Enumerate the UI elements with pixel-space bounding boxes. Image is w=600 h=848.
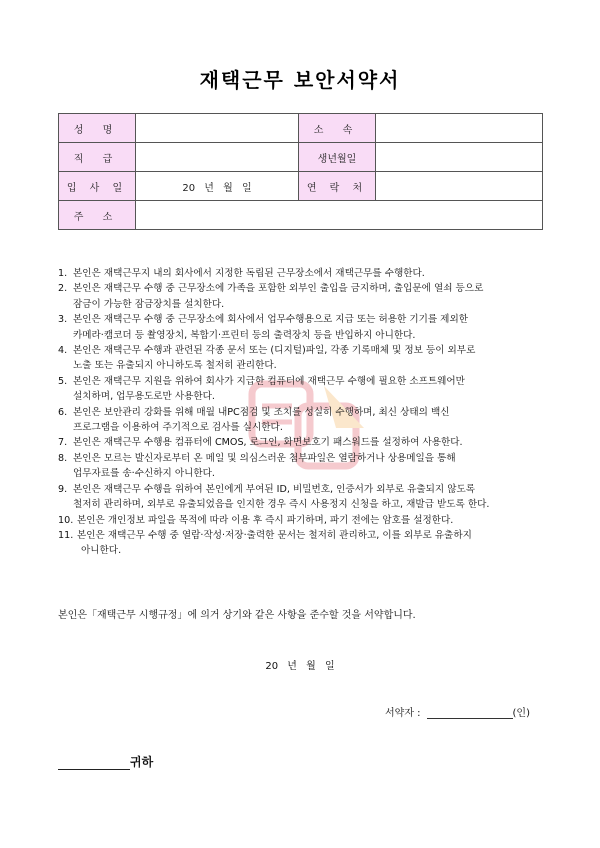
rule-number: 5. bbox=[58, 375, 68, 387]
rule-line bbox=[58, 281, 548, 296]
rule-line bbox=[58, 343, 548, 358]
pledge-statement: 본인은「재택근무 시행규정」에 의거 상기와 같은 사항을 준수할 것을 서약합니다. bbox=[58, 610, 416, 621]
rule-number bbox=[58, 543, 77, 558]
rule-line bbox=[58, 528, 548, 543]
affiliation-label: 소 속 bbox=[299, 114, 376, 143]
table-row bbox=[59, 201, 543, 230]
name-field[interactable] bbox=[136, 114, 299, 143]
birthdate-label: 생년월일 bbox=[299, 143, 376, 172]
rule-text: 본인은 재택근무 수행용 컴퓨터에 CMOS, 로그인, 화면보호기 패스워드를 설정하여 사용한다. bbox=[73, 437, 463, 449]
rule-line bbox=[58, 297, 548, 312]
rule-text: 본인은 재택근무지 내의 회사에서 지정한 독립된 근무장소에서 재택근무를 수행한다. bbox=[73, 268, 425, 279]
seal-mark: (인) bbox=[512, 708, 530, 719]
rule-number bbox=[58, 328, 73, 343]
rule-line bbox=[58, 466, 548, 481]
rule-number: 7. bbox=[58, 437, 68, 449]
rule-text: 프로그램을 이용하여 주기적으로 검사를 실시한다. bbox=[73, 422, 283, 434]
signature-blank[interactable] bbox=[427, 708, 513, 719]
rule-line bbox=[58, 451, 548, 466]
table-row bbox=[59, 114, 543, 143]
rule-number: 4. bbox=[58, 345, 68, 357]
rule-line bbox=[58, 543, 548, 558]
rule-number: 9. bbox=[58, 483, 68, 495]
rule-number: 3. bbox=[58, 314, 68, 326]
rule-line bbox=[58, 513, 548, 528]
contact-field[interactable] bbox=[376, 172, 543, 201]
signer-line bbox=[385, 704, 530, 719]
rule-text: 본인은 재택근무 수행을 위하여 본인에게 부여된 ID, 비밀번호, 인증서가 외부로 유출되지 않도록 bbox=[73, 483, 476, 495]
join-date-field[interactable] bbox=[136, 172, 299, 201]
address-field[interactable] bbox=[136, 201, 543, 230]
rule-number bbox=[58, 297, 73, 312]
rule-line bbox=[58, 266, 548, 281]
rule-line bbox=[58, 328, 548, 343]
rule-line bbox=[58, 420, 548, 435]
recipient-line bbox=[58, 753, 153, 770]
rule-number: 11. bbox=[58, 529, 74, 541]
rule-number: 6. bbox=[58, 406, 68, 418]
rule-text: 본인은 재택근무 지원을 위하여 회사가 지급한 컴퓨터에 재택근무 수행에 필요한 소프트웨어만 bbox=[73, 375, 465, 387]
rule-text: 본인은 재택근무 수행과 관련된 각종 문서 또는 (디지털)파일, 각종 기록매체 및 정보 등이 외부로 bbox=[73, 345, 476, 357]
table-row bbox=[59, 143, 543, 172]
rule-number bbox=[58, 389, 73, 404]
table-row bbox=[59, 172, 543, 201]
rule-line bbox=[58, 405, 548, 420]
recipient-suffix: 귀하 bbox=[130, 755, 154, 769]
rule-text: 본인은 개인정보 파일을 목적에 따라 이용 후 즉시 파기하며, 파기 전에는 암호를 설정한다. bbox=[77, 514, 454, 526]
contact-label: 연 락 처 bbox=[299, 172, 376, 201]
rule-line bbox=[58, 389, 548, 404]
recipient-blank[interactable] bbox=[58, 757, 130, 770]
rule-text: 아니한다. bbox=[81, 545, 122, 557]
rule-number: 1. bbox=[58, 268, 68, 279]
name-label: 성 명 bbox=[59, 114, 136, 143]
rule-line bbox=[58, 374, 548, 389]
position-field[interactable] bbox=[136, 143, 299, 172]
rule-number bbox=[58, 358, 73, 373]
rule-line bbox=[58, 497, 548, 512]
rule-text: 카메라·캠코더 등 촬영장치, 복합기·프린터 등의 출력장치 등을 반입하지 아니한다. bbox=[73, 329, 416, 341]
rule-text: 본인은 모르는 발신자로부터 온 메일 및 의심스러운 첨부파일은 열람하거나 상용메일을 통해 bbox=[73, 452, 456, 464]
address-label: 주 소 bbox=[59, 201, 136, 230]
rule-number: 10. bbox=[58, 514, 74, 526]
rule-text: 설치하며, 업무용도로만 사용한다. bbox=[73, 391, 215, 403]
birthdate-field[interactable] bbox=[376, 143, 543, 172]
rule-number: 8. bbox=[58, 452, 68, 464]
rule-text: 노출 또는 유출되지 아니하도록 철저히 관리한다. bbox=[73, 360, 277, 372]
document-title: 재택근무 보안서약서 bbox=[199, 68, 401, 92]
rule-text: 본인은 보안관리 강화를 위해 매월 내PC점검 및 조치를 성실히 수행하며, 최신 상태의 백신 bbox=[73, 406, 450, 418]
rule-text: 본인은 재택근무 수행 중 근무장소에 회사에서 업무수행용으로 지급 또는 허용한 기기를 제외한 bbox=[73, 314, 468, 326]
rule-text: 본인은 재택근무 수행 중 근무장소에 가족을 포함한 외부인 출입을 금지하며, 출입문에 열쇠 등으로 bbox=[73, 283, 484, 295]
rule-line bbox=[58, 312, 548, 327]
rule-number bbox=[58, 466, 73, 481]
rule-text: 업무자료를 송·수신하지 아니한다. bbox=[73, 468, 215, 480]
rule-line bbox=[58, 435, 548, 450]
personal-info-table bbox=[58, 113, 543, 230]
signer-label: 서약자 : bbox=[385, 708, 421, 719]
rule-line bbox=[58, 358, 548, 373]
rule-text: 잠금이 가능한 잠금장치를 설치한다. bbox=[73, 298, 225, 310]
rule-number bbox=[58, 420, 73, 435]
pledge-date: 20 년 월 일 bbox=[265, 661, 335, 672]
rule-number bbox=[58, 497, 73, 512]
rule-text: 철저히 관리하며, 외부로 유출되었음을 인지한 경우 즉시 사용정지 신청을 하고, 재발급 받도록 한다. bbox=[73, 499, 490, 511]
join-date-value: 20 년 월 일 bbox=[182, 182, 252, 194]
affiliation-field[interactable] bbox=[376, 114, 543, 143]
rule-line bbox=[58, 482, 548, 497]
rule-number: 2. bbox=[58, 283, 68, 295]
rule-text: 본인은 재택근무 수행 중 열람·작성·저장·출력한 문서는 철저히 관리하고, 이를 외부로 유출하지 bbox=[77, 529, 472, 541]
pledge-rules-list bbox=[58, 266, 548, 559]
join-date-label: 입 사 일 bbox=[59, 172, 136, 201]
position-label: 직 급 bbox=[59, 143, 136, 172]
